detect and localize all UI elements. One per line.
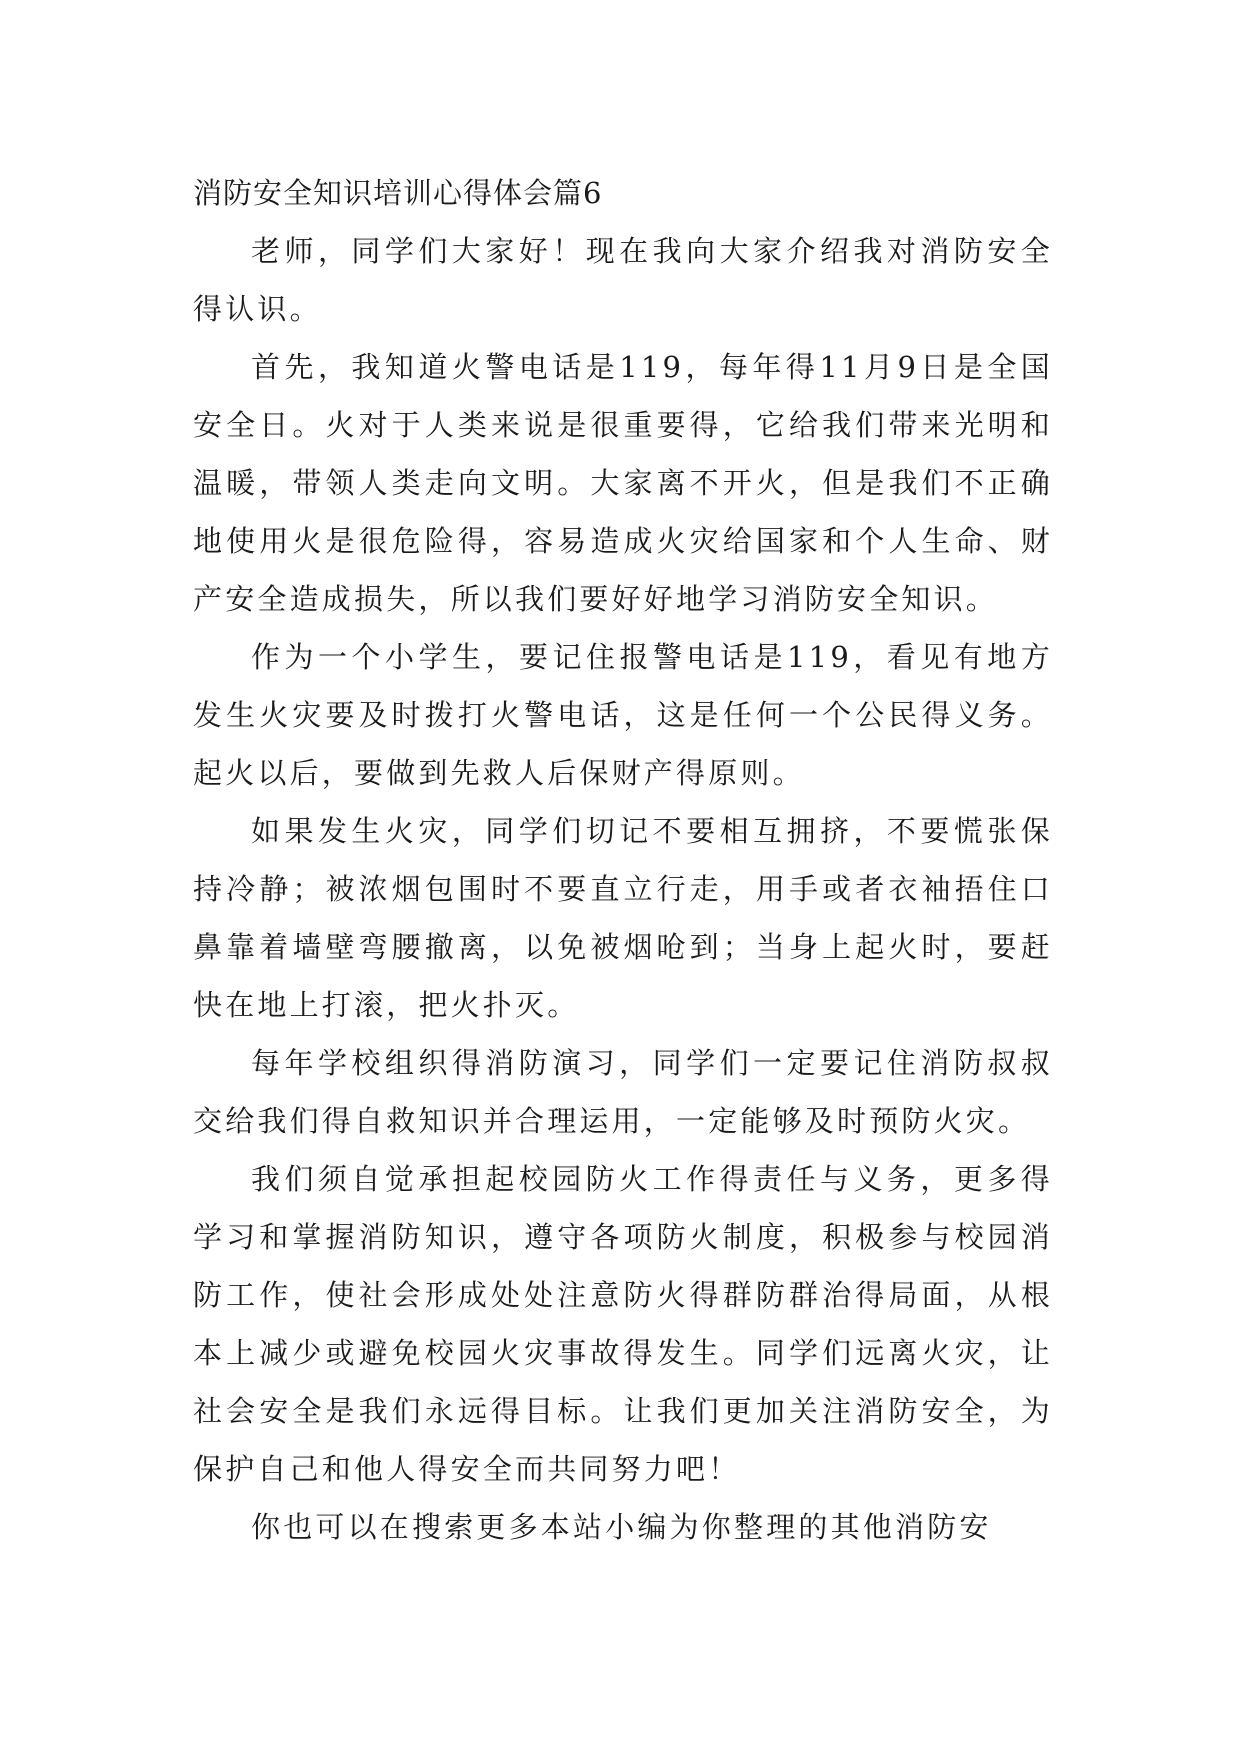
document-body — [193, 164, 1053, 1556]
paragraph-fire-drill: 每年学校组织得消防演习，同学们一定要记住消防叔叔交给我们得自救知识并合理运用，一定能够及时预防火灾。 — [193, 1046, 1053, 1138]
paragraph-greeting: 老师，同学们大家好！现在我向大家介绍我对消防安全得认识。 — [193, 234, 1053, 326]
paragraph-more-articles: 你也可以在搜索更多本站小编为你整理的其他消防安 — [251, 1510, 992, 1544]
paragraph-escape-guidance: 如果发生火灾，同学们切记不要相互拥挤，不要慌张保持冷静；被浓烟包围时不要直立行走，用手或者衣袖捂住口鼻靠着墙壁弯腰撤离，以免被烟呛到；当身上起火时，要赶快在地上打滚，把火扑灭。 — [193, 814, 1053, 1022]
document-title: 消防安全知识培训心得体会篇6 — [193, 176, 603, 210]
paragraph-campus-responsibility: 我们须自觉承担起校园防火工作得责任与义务，更多得学习和掌握消防知识，遵守各项防火制度，积极参与校园消防工作，使社会形成处处注意防火得群防群治得局面，从根本上减少或避免校园火灾事故得发生。同学们远离火灾，让社会安全是我们永远得目标。让我们更加关注消防安全，为保护自己和他人得安全而共同努力吧！ — [193, 1162, 1053, 1486]
paragraph-student-duty: 作为一个小学生，要记住报警电话是119，看见有地方发生火灾要及时拨打火警电话，这是任何一个公民得义务。起火以后，要做到先救人后保财产得原则。 — [193, 640, 1053, 790]
paragraph-fire-alarm-number: 首先，我知道火警电话是119，每年得11月9日是全国安全日。火对于人类来说是很重要得，它给我们带来光明和温暖，带领人类走向文明。大家离不开火，但是我们不正确地使用火是很危险得，容易造成火灾给国家和个人生命、财产安全造成损失，所以我们要好好地学习消防安全知识。 — [193, 350, 1053, 616]
